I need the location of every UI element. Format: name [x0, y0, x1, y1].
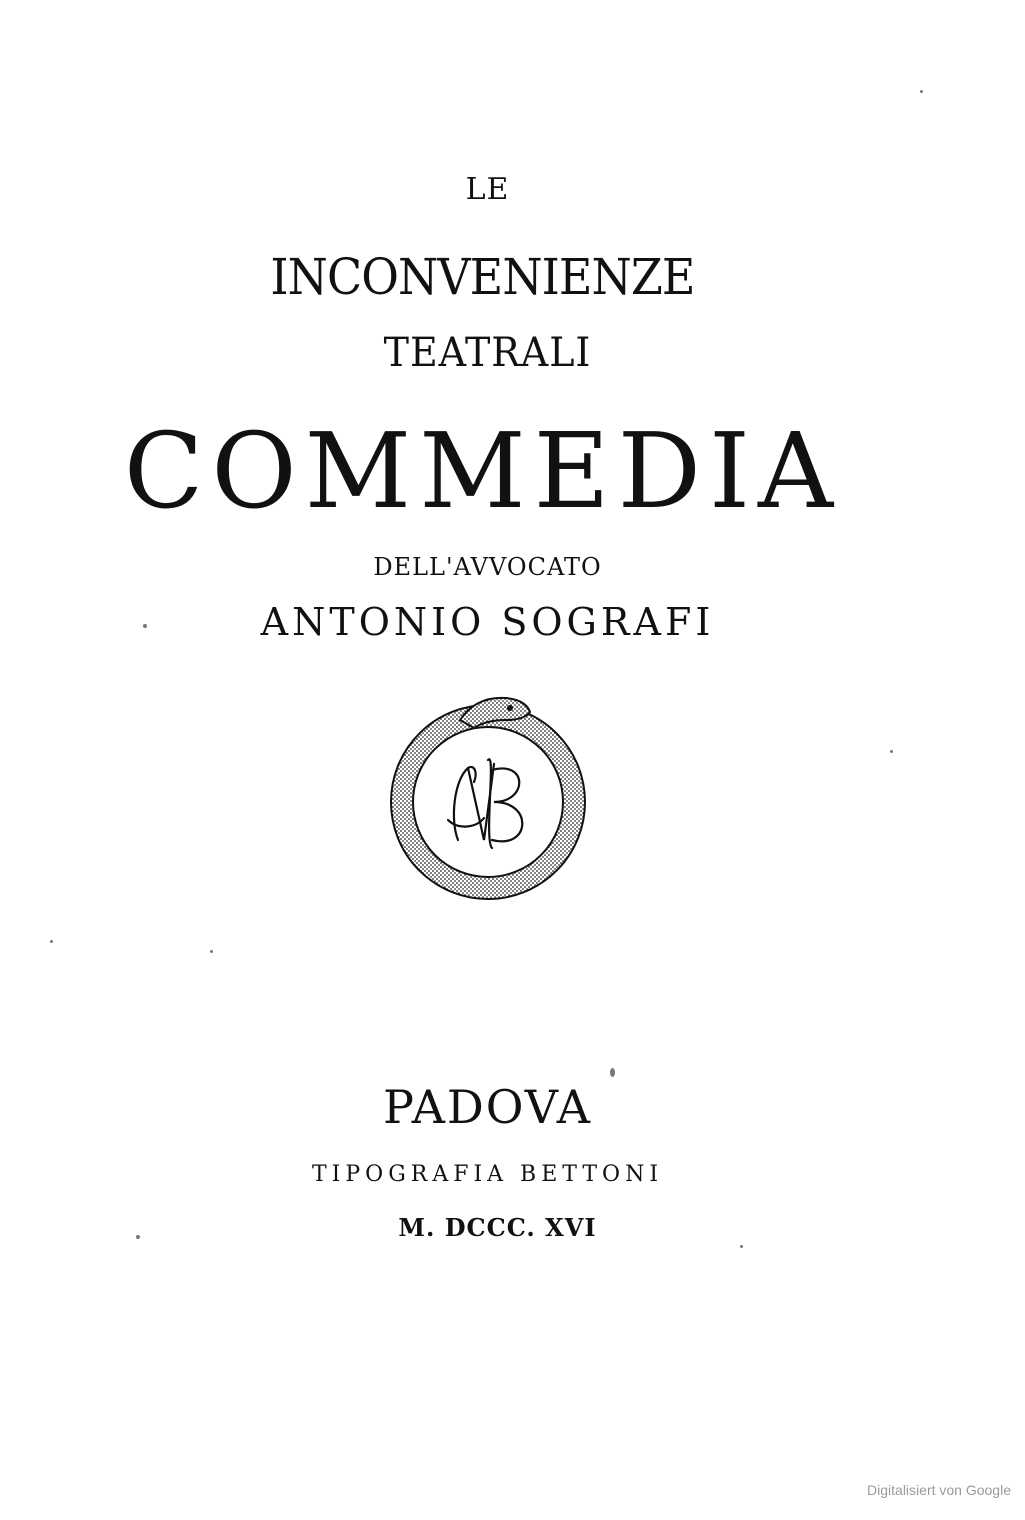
title-article: LE [465, 172, 510, 207]
scan-speck [920, 90, 923, 93]
scan-speck [610, 1068, 615, 1077]
author-name: ANTONIO SOGRAFI [260, 600, 715, 644]
author-prefix: DELL'AVVOCATO [373, 553, 602, 581]
scan-speck [740, 1245, 743, 1248]
imprint-printer: TIPOGRAFIA BETTONI [311, 1162, 664, 1187]
title-line-1: INCONVENIENZE [270, 248, 695, 306]
scan-speck [50, 940, 53, 943]
imprint-year: M. DCCC. XVI [398, 1213, 597, 1242]
title-line-2: TEATRALI [383, 330, 592, 376]
scan-speck [143, 624, 147, 628]
genre-heading: COMMEDIA [123, 410, 842, 532]
scan-speck [210, 950, 213, 953]
scan-speck [136, 1235, 140, 1239]
ouroboros-monogram-icon [388, 690, 588, 905]
scan-speck [890, 750, 893, 753]
imprint-place: PADOVA [382, 1080, 593, 1134]
digitization-watermark: Digitalisiert von Google [867, 1482, 1011, 1498]
